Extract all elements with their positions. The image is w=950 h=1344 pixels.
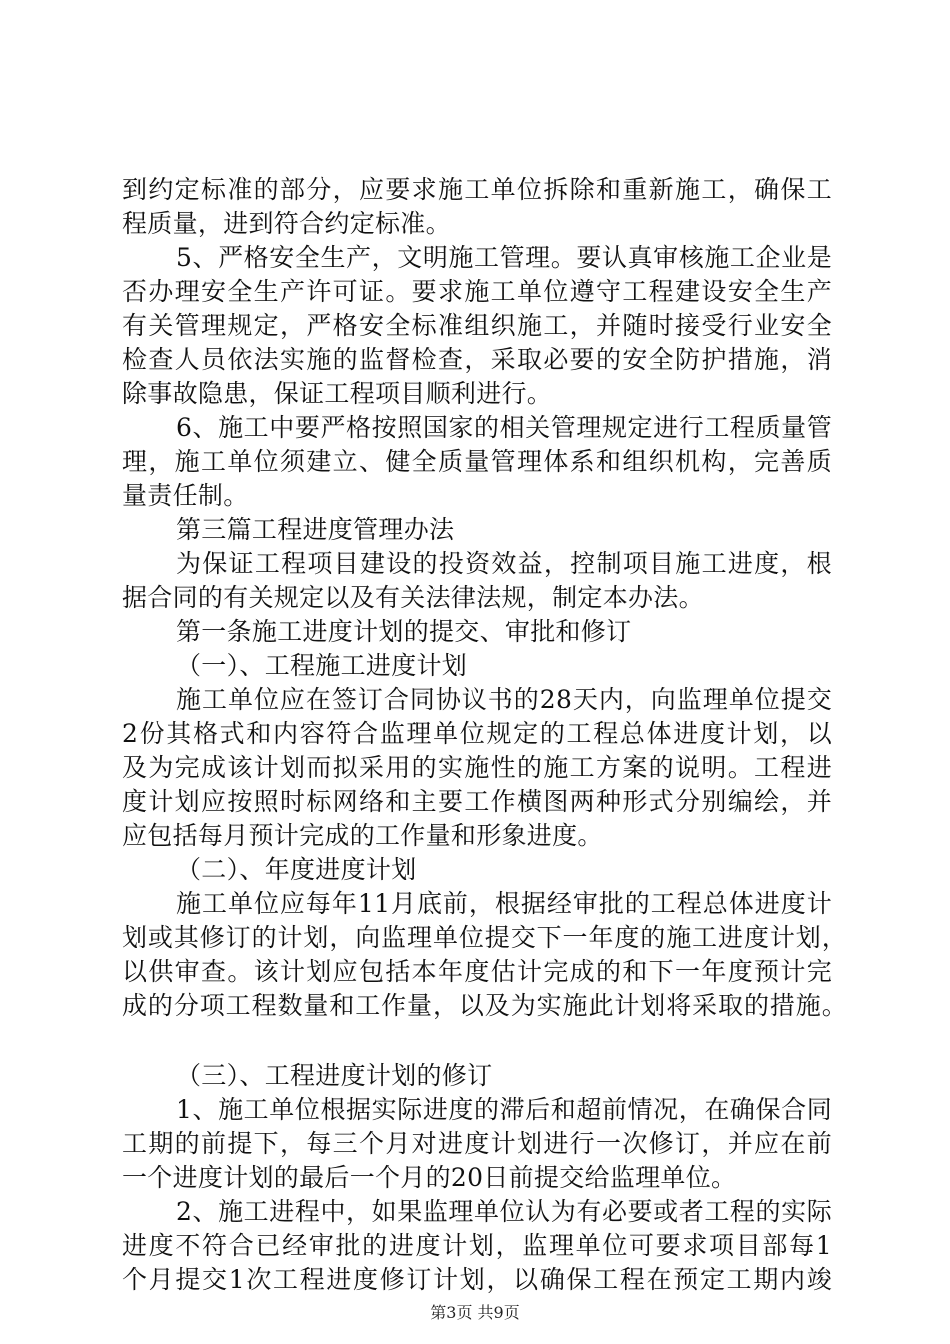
section-heading: 第三篇工程进度管理办法	[176, 515, 455, 544]
text-line: 以供审查。该计划应包括本年度估计完成的和下一年度预计完	[122, 957, 832, 986]
text-line: 除事故隐患，保证工程项目顺利进行。	[122, 379, 553, 408]
text-line: 理，施工单位须建立、健全质量管理体系和组织机构，完善质	[122, 447, 832, 476]
text-line: 个月提交1次工程进度修订计划，以确保工程在预定工期内竣	[122, 1265, 832, 1294]
subsection-heading: （二）、年度进度计划	[176, 855, 417, 884]
subsection-heading: （一）、工程施工进度计划	[176, 651, 468, 680]
text-line: 应包括每月预计完成的工作量和形象进度。	[122, 821, 603, 850]
subsection-heading: （三）、工程进度计划的修订	[176, 1061, 493, 1090]
text-line: 否办理安全生产许可证。要求施工单位遵守工程建设安全生产	[122, 277, 832, 306]
text-line: 程质量，进到符合约定标准。	[122, 209, 451, 238]
text-line: 工期的前提下，每三个月对进度计划进行一次修订，并应在前	[122, 1129, 832, 1158]
text-line: 据合同的有关规定以及有关法律法规，制定本办法。	[122, 583, 704, 612]
page-number: 第3页 共9页	[430, 1303, 520, 1322]
text-line: 度计划应按照时标网络和主要工作横图两种形式分别编绘，并	[122, 787, 832, 816]
text-line: 1、施工单位根据实际进度的滞后和超前情况，在确保合同	[176, 1095, 832, 1124]
text-line: 一个进度计划的最后一个月的20日前提交给监理单位。	[122, 1163, 737, 1192]
text-line: 施工单位应每年11月底前，根据经审批的工程总体进度计	[176, 889, 832, 918]
text-line: 5、严格安全生产，文明施工管理。要认真审核施工企业是	[176, 243, 832, 272]
text-line: 6、施工中要严格按照国家的相关管理规定进行工程质量管	[176, 413, 832, 442]
text-line: 为保证工程项目建设的投资效益，控制项目施工进度，根	[176, 549, 832, 578]
text-line: 施工单位应在签订合同协议书的28天内，向监理单位提交	[176, 685, 832, 714]
text-line: 有关管理规定，严格安全标准组织施工，并随时接受行业安全	[122, 311, 832, 340]
text-line: 检查人员依法实施的监督检查，采取必要的安全防护措施，消	[122, 345, 832, 374]
text-line: 划或其修订的计划，向监理单位提交下一年度的施工进度计划，	[122, 923, 847, 952]
text-line: 2份其格式和内容符合监理单位规定的工程总体进度计划，以	[122, 719, 832, 748]
text-line: 2、施工进程中，如果监理单位认为有必要或者工程的实际	[176, 1197, 832, 1226]
text-line: 量责任制。	[122, 481, 249, 510]
article-heading: 第一条施工进度计划的提交、审批和修订	[176, 617, 632, 646]
text-line: 到约定标准的部分，应要求施工单位拆除和重新施工，确保工	[122, 175, 832, 204]
text-line: 及为完成该计划而拟采用的实施性的施工方案的说明。工程进	[122, 753, 832, 782]
text-line: 进度不符合已经审批的进度计划，监理单位可要求项目部每1	[122, 1231, 832, 1260]
text-line: 成的分项工程数量和工作量，以及为实施此计划将采取的措施。	[122, 991, 847, 1020]
